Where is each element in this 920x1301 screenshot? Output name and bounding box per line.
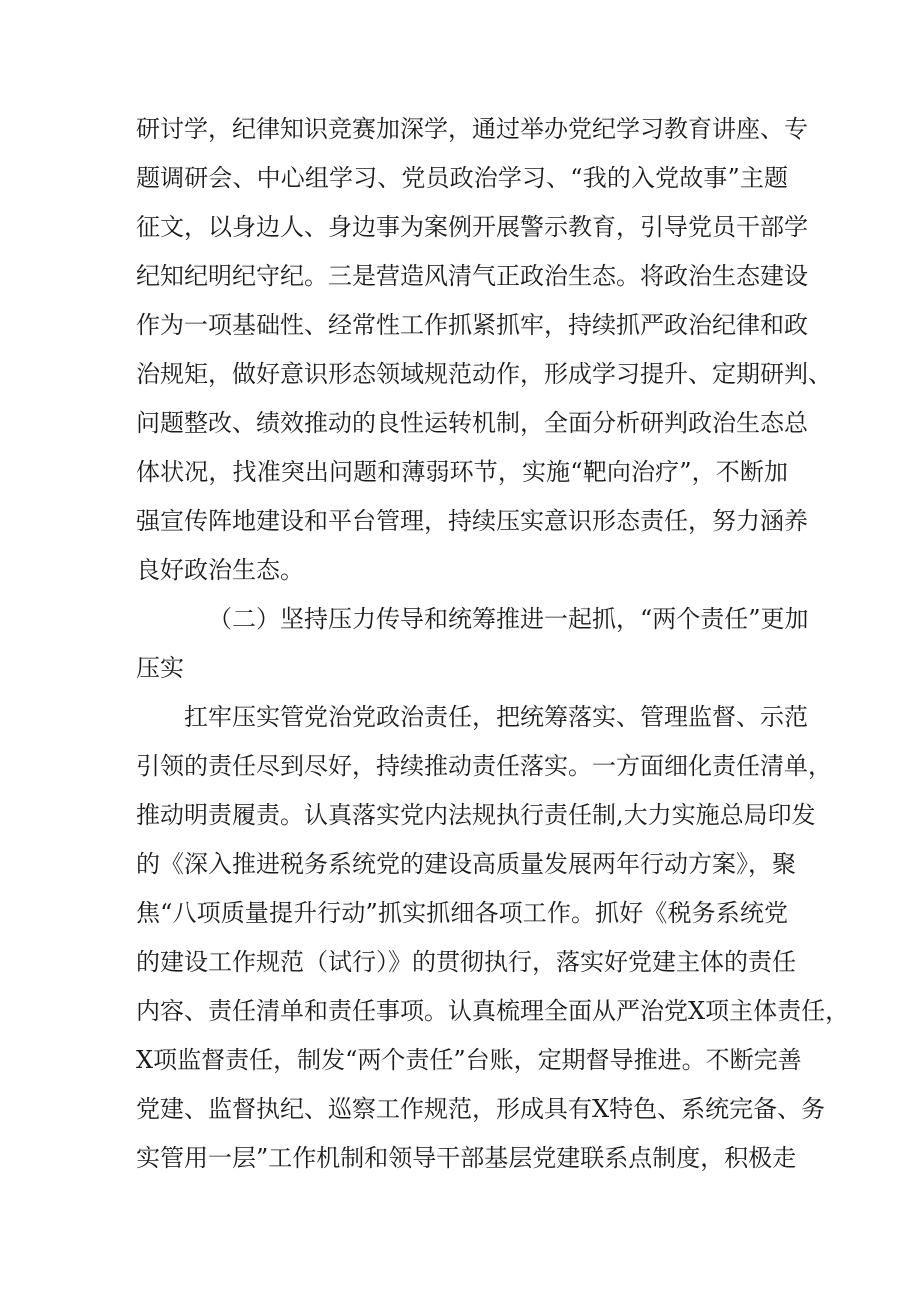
paragraph-line: 作为一项基础性、经常性工作抓紧抓牢，持续抓严政治纪律和政 — [136, 311, 808, 339]
paragraph-line: 引领的责任尽到尽好，持续推动责任落实。一方面细化责任清单， — [136, 752, 832, 780]
paragraph-line: 良好政治生态。 — [136, 556, 304, 584]
section-heading: （二）坚持压力传导和统筹推进一起抓，“两个责任”更加 — [208, 605, 809, 633]
paragraph-line: 的《深入推进税务系统党的建设高质量发展两年行动方案》，聚 — [136, 850, 796, 878]
paragraph-line: 党建、监督执纪、巡察工作规范，形成具有X特色、系统完备、务 — [136, 1095, 826, 1123]
paragraph-line: 焦“八项质量提升行动”抓实抓细各项工作。抓好《税务系统党 — [136, 899, 788, 927]
paragraph-line: 实管用一层”工作机制和领导干部基层党建联系点制度，积极走 — [136, 1144, 797, 1172]
paragraph-line: 问题整改、绩效推动的良性运转机制，全面分析研判政治生态总 — [136, 409, 808, 437]
paragraph-line: 的建设工作规范（试行）》的贯彻执行，落实好党建主体的责任 — [136, 948, 796, 976]
paragraph-line: 征文，以身边人、身边事为案例开展警示教育，引导党员干部学 — [136, 213, 808, 241]
paragraph-line: 推动明责履责。认真落实党内法规执行责任制,大力实施总局印发 — [136, 801, 816, 829]
paragraph-line: 扛牢压实管党治党政治责任，把统筹落实、管理监督、示范 — [184, 703, 808, 731]
paragraph-line: 题调研会、中心组学习、党员政治学习、“我的入党故事”主题 — [136, 164, 788, 192]
paragraph-line: 内容、责任清单和责任事项。认真梳理全面从严治党X项主体责任， — [136, 997, 850, 1025]
document-body — [136, 114, 850, 1194]
paragraph-line: 强宣传阵地建设和平台管理，持续压实意识形态责任，努力涵养 — [136, 507, 808, 535]
paragraph-line: 治规矩，做好意识形态领域规范动作，形成学习提升、定期研判、 — [136, 360, 832, 388]
section-heading: 压实 — [136, 654, 184, 682]
paragraph-line: X项监督责任，制发“两个责任”台账，定期督导推进。不断完善 — [136, 1046, 802, 1074]
paragraph-line: 纪知纪明纪守纪。三是营造风清气正政治生态。将政治生态建设 — [136, 262, 808, 290]
paragraph-line: 体状况，找准突出问题和薄弱环节，实施“靶向治疗”，不断加 — [136, 458, 788, 486]
paragraph-line: 研讨学，纪律知识竞赛加深学，通过举办党纪学习教育讲座、专 — [136, 115, 808, 143]
